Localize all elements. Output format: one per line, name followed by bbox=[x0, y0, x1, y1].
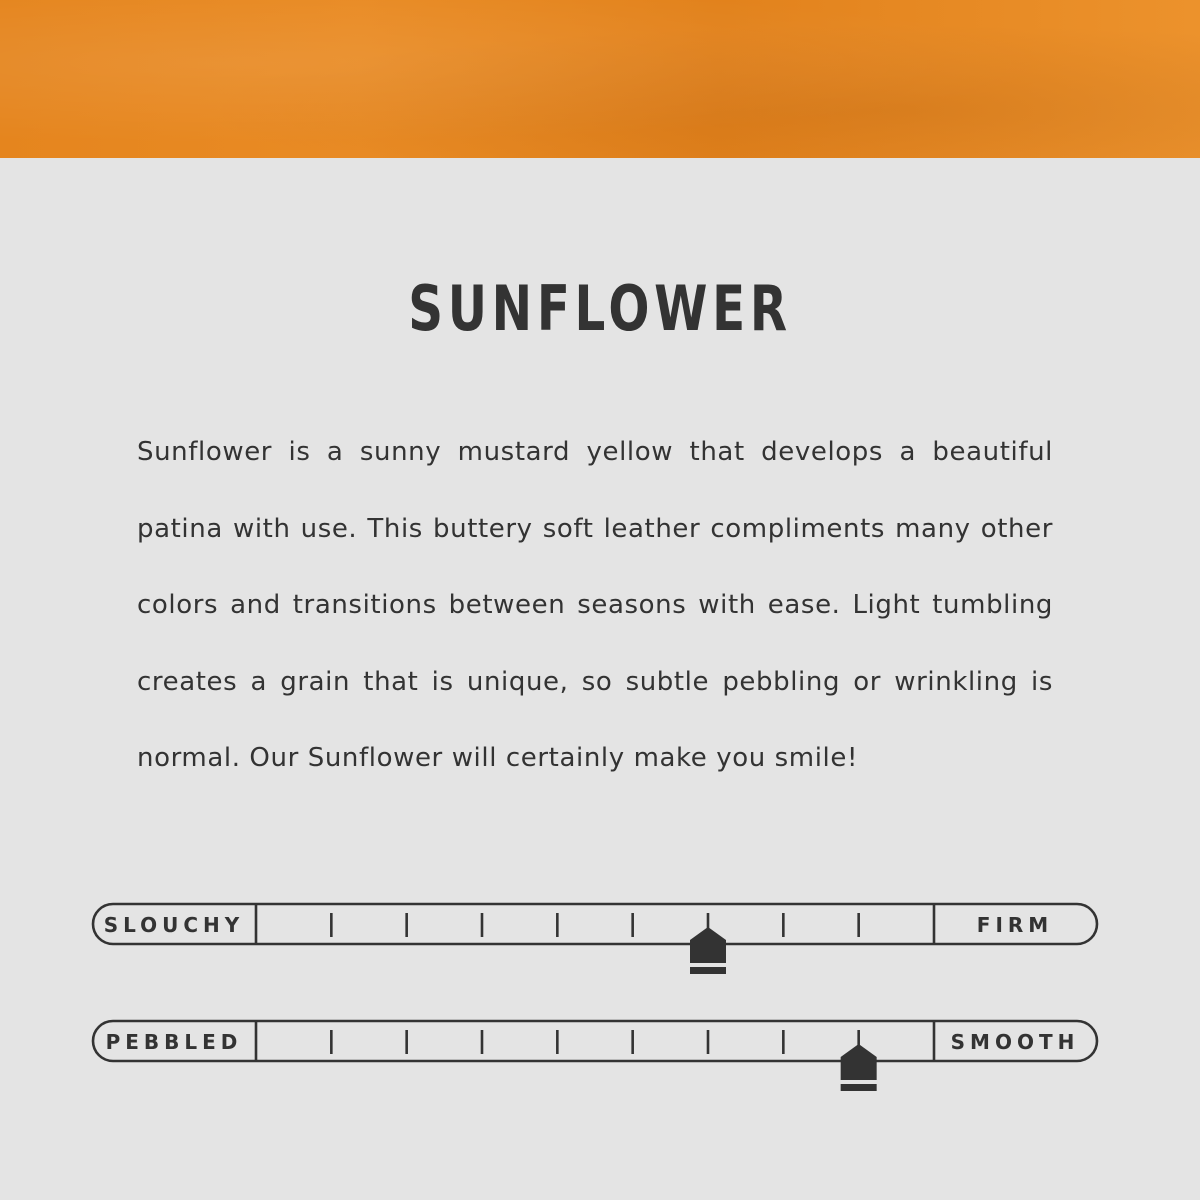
scale-label-smooth: SMOOTH bbox=[950, 1030, 1080, 1054]
page-title: SUNFLOWER bbox=[408, 272, 792, 345]
texture-scale bbox=[92, 1020, 1098, 1064]
firmness-scale bbox=[92, 903, 1098, 947]
scale-label-slouchy: SLOUCHY bbox=[103, 913, 245, 937]
scale-indicator-marker bbox=[690, 927, 726, 974]
scale-label-pebbled: PEBBLED bbox=[105, 1030, 243, 1054]
product-description: Sunflower is a sunny mustard yellow that develops a beautiful patina with use. This buttery soft leather compliments many other colors and transitions between seasons with ease. Light tumbling creates a grain that is unique, so subtle pebbling or wrinkling is normal. Our Sunflower will certainly make you smile! bbox=[137, 437, 1053, 773]
scale-label-firm: FIRM bbox=[976, 913, 1054, 937]
scale-indicator-marker bbox=[841, 1044, 877, 1091]
leather-swatch bbox=[0, 0, 1200, 158]
